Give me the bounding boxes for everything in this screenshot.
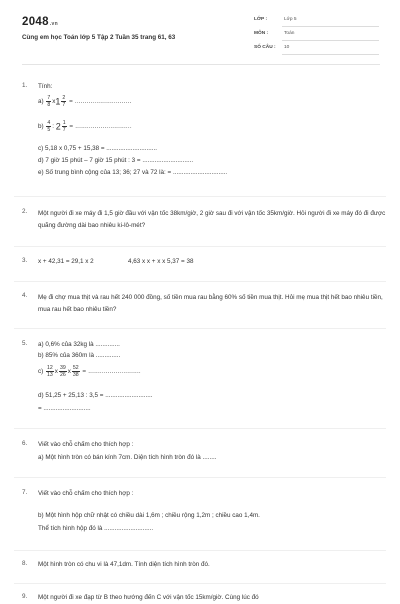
denominator: 26 [59,372,66,378]
question-number: 8. [22,560,28,567]
fraction [46,365,54,378]
operator: : [52,123,54,131]
q1-part-e: e) Số trung bình cộng của 13; 36; 27 và 72 là: = ............................... [38,169,228,176]
part-label: a) [38,98,44,106]
mixed-whole: 2 [55,121,61,132]
numerator: 4 [47,120,51,126]
q5-part-b: b) 85% của 360m là .............. [38,352,121,359]
question-text: Một người đi xe đạp từ B theo hướng đến C với vận tốc 15km/giờ. Cùng lúc đó [38,594,259,601]
fraction [62,120,67,133]
question-number: 2. [22,208,28,215]
divider [14,281,386,282]
page-title: Cùng em học Toán lớp 5 Tập 2 Tuần 35 trang 61, 63 [22,34,176,41]
divider [14,328,386,329]
part-label: b) [38,123,44,131]
q7-part-b-continued: Thể tích hình hộp đó là ............................ [38,525,154,532]
q5-part-d-continued: = ........................... [38,405,91,412]
question-text: Một người đi xe máy đi 1,5 giờ đầu với vận tốc 38km/giờ, 2 giờ sau đi với vận tốc 35km/giờ. Hỏi người đi xe máy đó đi được quãng đường dài bao nhiêu ki-lô-mét? [38,210,386,229]
question-text: Mẹ đi chợ mua thịt và rau hết 240 000 đồng, số tiền mua rau bằng 60% số tiền mua thịt. Hỏi mẹ mua thịt hết bao nhiêu tiền, mua rau hết bao nhiêu tiền? [38,294,383,313]
question-number: 3. [22,257,28,264]
equation-1: x + 42,31 = 29,1 x 2 [38,258,94,265]
meta-subject-line [282,40,379,41]
denominator: 7 [62,102,66,108]
fraction [46,120,51,133]
question-number: 9. [22,593,28,600]
divider [14,196,386,197]
q5-part-a: a) 0,6% của 32kg là .............. [38,341,120,348]
fraction [59,365,67,378]
divider [14,583,386,584]
numerator: 7 [47,95,51,101]
numerator: 39 [59,365,66,371]
answer-blank[interactable]: = ........................... [82,368,141,376]
meta-count-value: 10 [284,45,290,50]
numerator: 1 [62,120,66,126]
q5-part-d: d) 51,25 + 25,13 : 3,5 = ........................... [38,392,153,399]
question-number: 4. [22,292,28,299]
divider [14,246,386,247]
equation-2: 4,63 x x + x x 5,37 = 38 [128,258,194,265]
q1-part-a [38,95,131,108]
divider [14,428,386,429]
question-number: 7. [22,489,28,496]
question-title: Viết vào chỗ chấm cho thích hợp : [38,490,134,497]
logo-main: 2048 [22,16,49,28]
operator: x [52,98,56,106]
q1-part-d: d) 7 giờ 15 phút – 7 giờ 15 phút : 3 = ............................. [38,157,194,164]
site-logo[interactable] [22,16,58,28]
operator: x [54,368,58,376]
denominator: 7 [62,127,66,133]
numerator: 2 [62,95,66,101]
q1-part-c: c) 5,18 x 0,75 + 15,38 = ............................. [38,145,157,152]
question-title: Tính: [38,83,53,90]
header-divider [22,64,380,65]
divider [14,550,386,551]
logo-suffix: .vn [49,21,58,27]
meta-subject-row [254,30,379,41]
operator: x [67,368,71,376]
question-title: Viết vào chỗ chấm cho thích hợp : [38,441,134,448]
meta-count-key: SỐ CÂU : [254,45,276,50]
meta-count-line [282,54,379,55]
denominator: 5 [47,127,51,133]
denominator: 13 [47,372,53,378]
meta-class-key: LỚP : [254,17,268,22]
meta-subject-value: Toán [284,31,295,36]
meta-class-row [254,16,379,27]
q5-part-c [38,365,141,378]
fraction [46,95,51,108]
q7-part-b: b) Một hình hộp chữ nhật có chiều dài 1,6m ; chiều rộng 1,2m ; chiều cao 1,4m. [38,512,260,519]
meta-subject-key: MÔN : [254,31,269,36]
part-label: c) [38,368,44,376]
denominator: 8 [47,102,51,108]
question-text: Một hình tròn có chu vi là 47,1dm. Tính diện tích hình tròn đó. [38,561,210,568]
numerator: 52 [72,365,79,371]
question-number: 5. [22,340,28,347]
meta-count-row [254,44,379,55]
answer-blank[interactable]: = ............................. [69,123,132,131]
denominator: 38 [72,372,79,378]
fraction [61,95,66,108]
meta-class-value: Lớp 5 [284,17,297,22]
meta-class-line [282,26,379,27]
answer-blank[interactable]: = ............................. [69,98,132,106]
numerator: 12 [47,365,53,371]
fraction [72,365,80,378]
divider [14,477,386,478]
question-number: 6. [22,440,28,447]
q6-part-a: a) Một hình tròn có bán kính 7cm. Diện tích hình tròn đó là ........ [38,454,217,461]
question-number: 1. [22,82,28,89]
mixed-whole: 1 [55,96,61,107]
q1-part-b [38,120,132,133]
